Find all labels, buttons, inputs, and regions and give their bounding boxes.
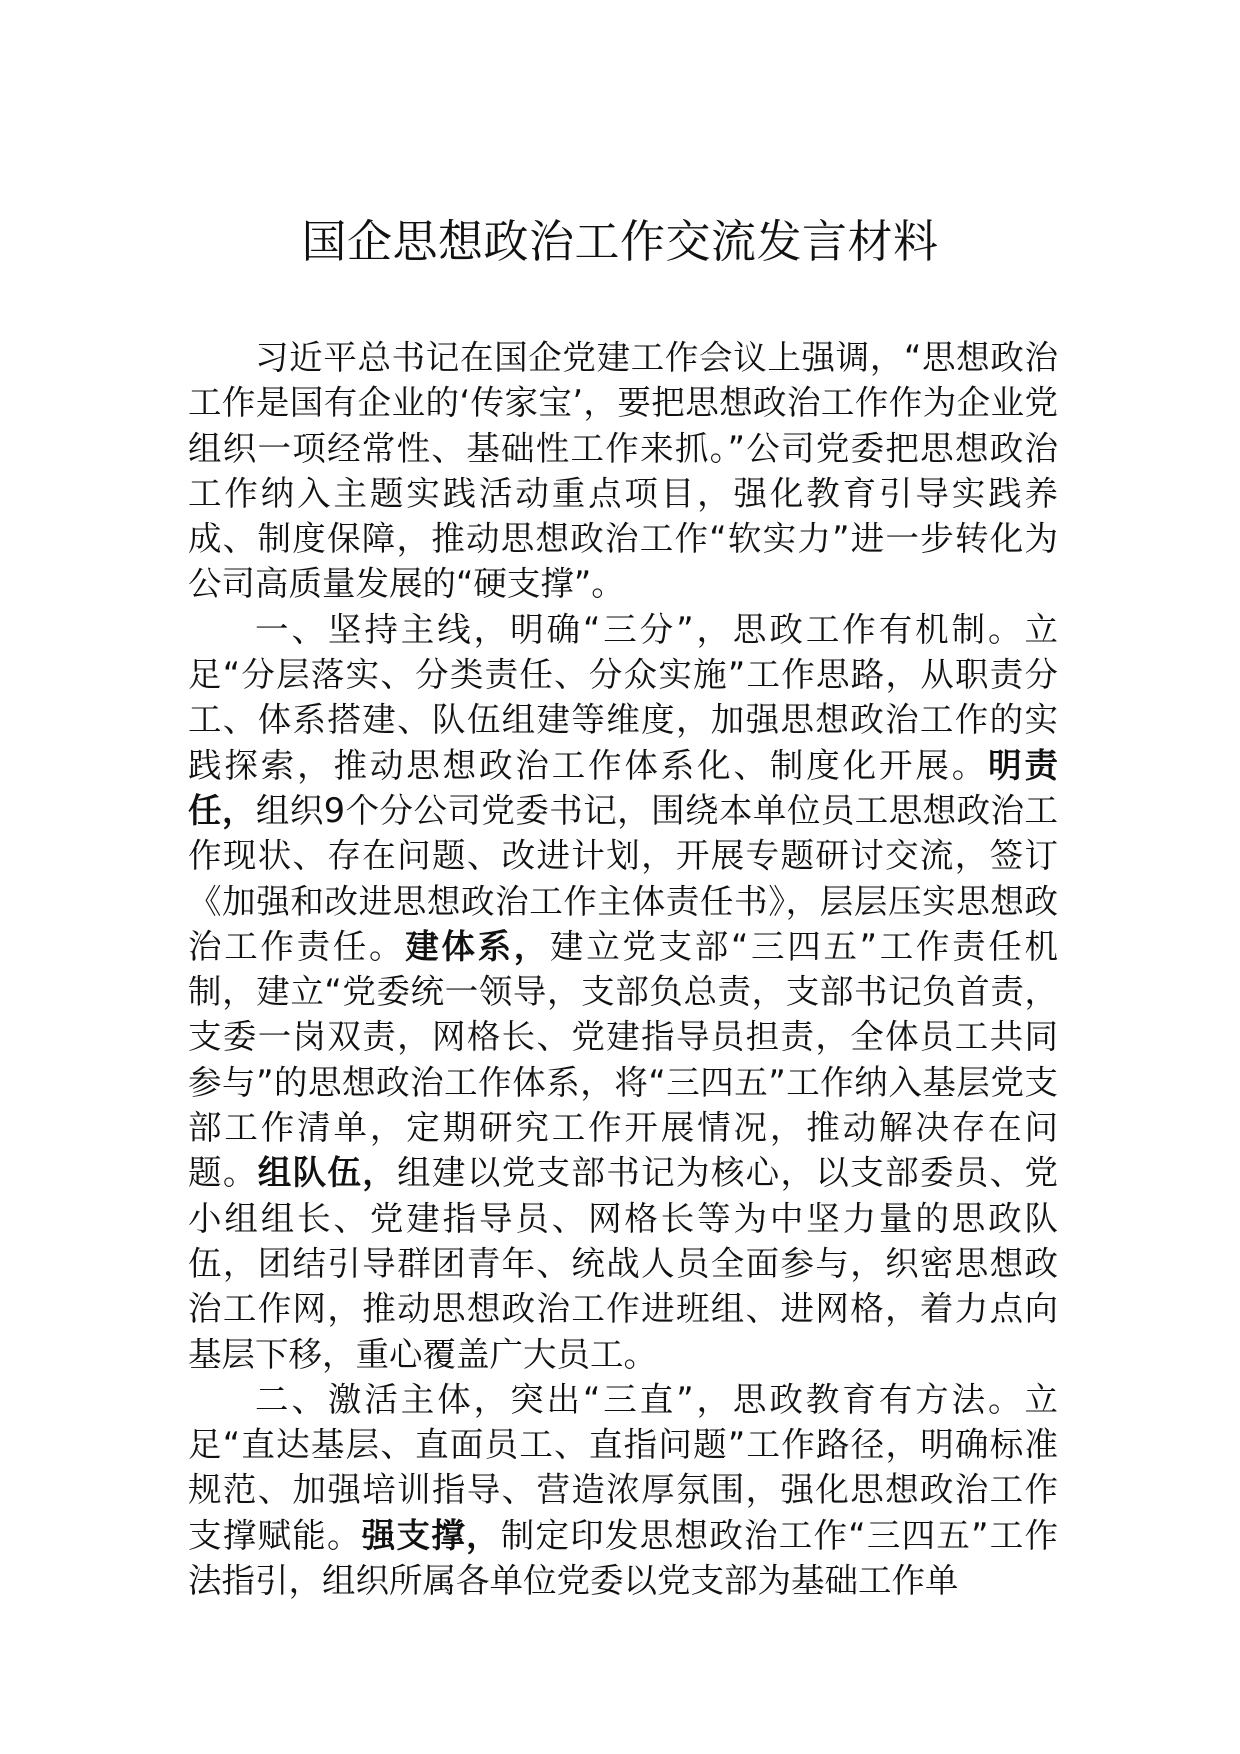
bold-keyword: 强支撑， [361,1515,501,1555]
paragraph-text: 组建以党支部书记为核心，以支部委员、党小组组长、党建指导员、网格长等为中坚力量的思政队伍，团结引导群团青年、统战人员全面参与，织密思想政治工作网，推动思想政治工作进班组、进网格，着力点向基层下移，重心覆盖广大员工。 [188,1153,1059,1374]
bold-keyword: 组队伍， [257,1153,398,1193]
paragraph-text: 习近平总书记在国企党建工作会议上强调，“思想政治工作是国有企业的‘传家宝’，要把思想政治工作作为企业党组织一项经常性、基础性工作来抓。”公司党委把思想政治工作纳入主题实践活动重点项目，强化教育引导实践养成、制度保障，推动思想政治工作“软实力”进一步转化为公司高质量发展的“硬支撑”。 [188,338,1058,604]
bold-keyword: 建体系， [405,926,550,966]
paragraph-text: 组织9个分公司党委书记，围绕本单位员工思想政治工作现状、存在问题、改进计划，开展专题研讨交流，签订《加强和改进思想政治工作主体责任书》，层层压实思想政治工作责任。 [188,790,1058,966]
section-heading-text: 二、激活主体，突出“三直”，思政教育有方法。立足“直达基层、直面员工、直指问题”工作路径，明确标准规范、加强培训指导、营造浓厚氛围，强化思想政治工作支撑赋能。 [188,1379,1058,1555]
document-title: 国企思想政治工作交流发言材料 [301,215,939,268]
paragraph-section-two [188,1377,1058,1603]
paragraph-section-one [188,607,1058,1377]
paragraph-text: 制定印发思想政治工作“三四五”工作法指引，组织所属各单位党委以党支部为基础工作单 [188,1515,1059,1601]
document-body [188,335,1058,1603]
paragraph-intro [188,335,1058,607]
bold-keyword: 明责任， [188,745,1059,830]
paragraph-text: 建立党支部“三四五”工作责任机制，建立“党委统一领导，支部负总责，支部书记负首责，支委一岗双责，网格长、党建指导员担责，全体员工共同参与”的思想政治工作体系，将“三四五”工作纳入基层党支部工作清单，定期研究工作开展情况，推动解决存在问题。 [188,926,1058,1193]
section-heading-text: 一、坚持主线，明确“三分”，思政工作有机制。立足“分层落实、分类责任、分众实施”工作思路，从职责分工、体系搭建、队伍组建等维度，加强思想政治工作的实践探索，推动思想政治工作体系化、制度化开展。 [188,609,1058,785]
